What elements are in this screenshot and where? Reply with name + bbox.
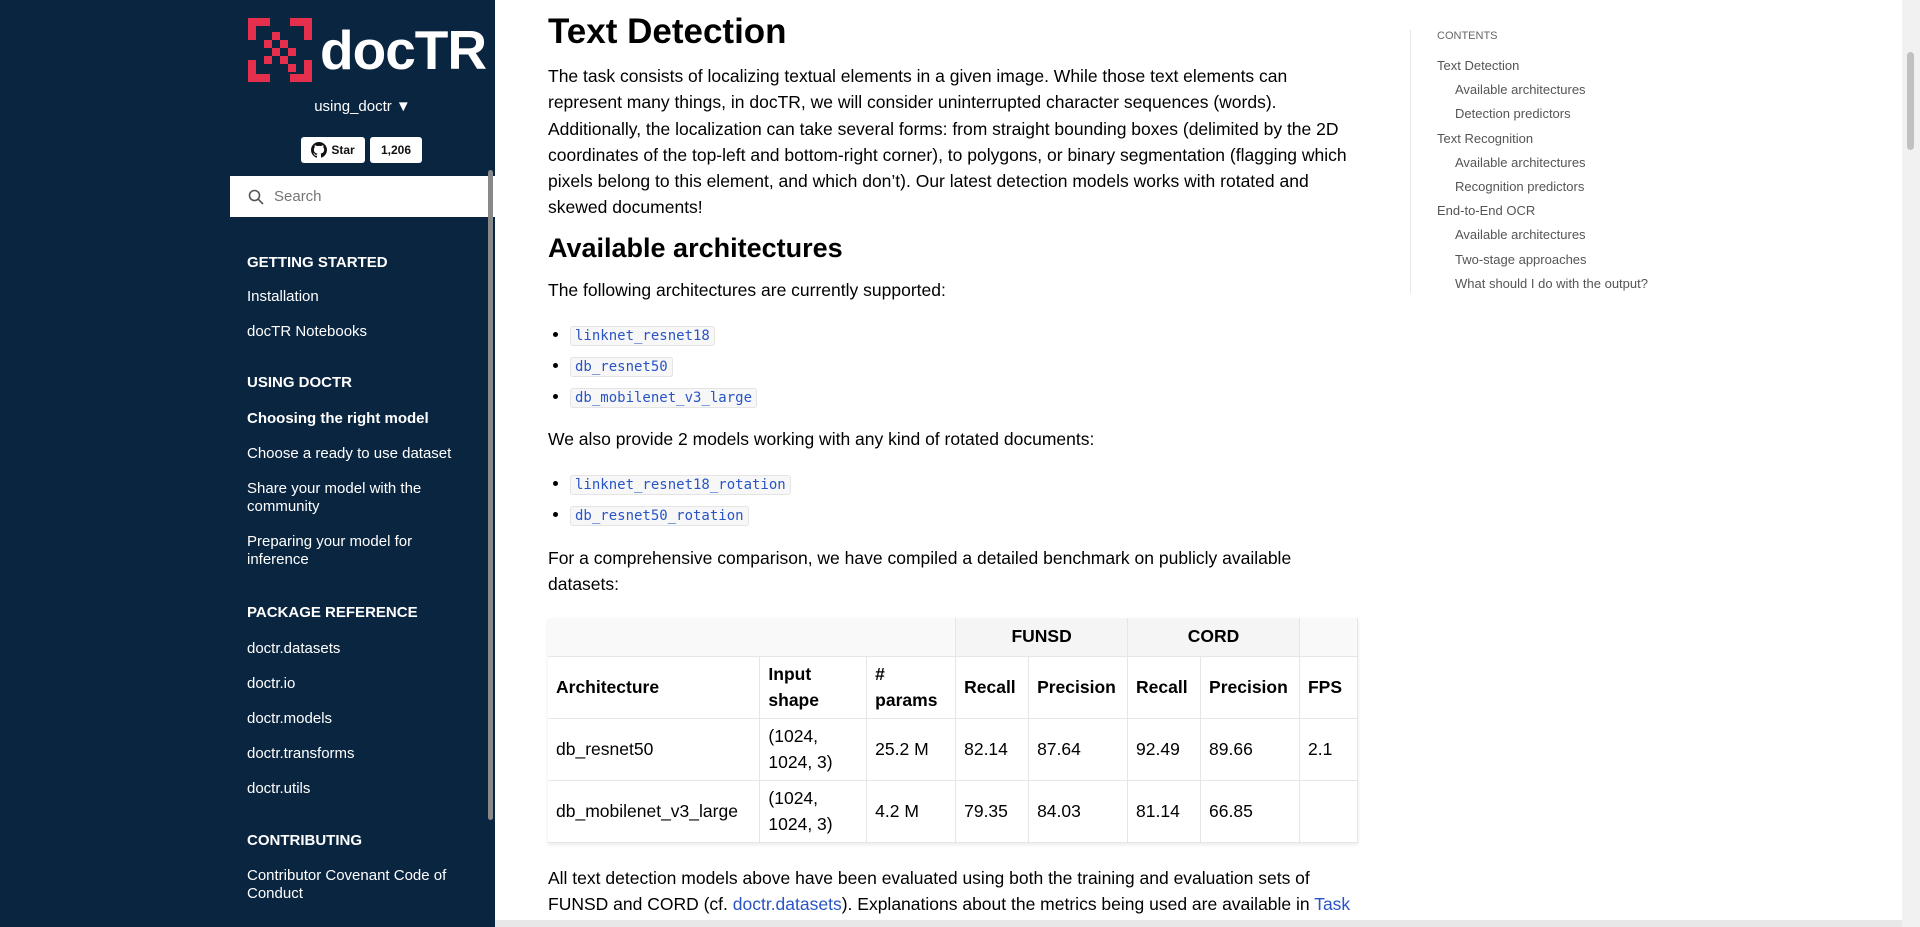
column-header: Precision bbox=[1029, 656, 1128, 718]
sidebar bbox=[230, 0, 495, 927]
toc-item-available-architectures[interactable]: Available architectures bbox=[1455, 227, 1586, 242]
table-group-empty bbox=[1299, 618, 1357, 656]
table-cell: 82.14 bbox=[956, 718, 1029, 780]
doctr-logo-icon bbox=[248, 18, 312, 82]
nav-item-doctr-datasets[interactable]: doctr.datasets bbox=[247, 640, 341, 657]
table-cell: (1024, 1024, 3) bbox=[760, 780, 867, 842]
left-gutter bbox=[0, 0, 230, 927]
benchmark-text: For a comprehensive comparison, we have compiled a detailed benchmark on publicly available datasets: bbox=[548, 548, 1292, 595]
github-star-label: Star bbox=[331, 143, 355, 157]
nav-section-using-doctr: USING DOCTR bbox=[247, 374, 352, 391]
table-cell: 87.64 bbox=[1029, 718, 1128, 780]
intro-paragraph: The task consists of localizing textual elements in a given image. While those text elements can represent many things, in docTR, we will consider uninterrupted character sequences (words). Additionally, the localization can take several forms: from straight bounding boxes (delimited by the 2D coordinates of the top-left and bottom-right corner), to polygons, or binary segmentation (flagging which pixels belong to this element, and which don’t). Our latest detection models works with rotated and skewed documents! bbox=[548, 66, 1347, 218]
logo-text: docTR bbox=[320, 19, 487, 81]
table-cell: 89.66 bbox=[1201, 718, 1300, 780]
eval-text: ). Explanations about the metrics being used are available in bbox=[841, 894, 1315, 915]
toc-item-end-to-end-ocr[interactable]: End-to-End OCR bbox=[1437, 203, 1536, 218]
column-header: FPS bbox=[1299, 656, 1357, 718]
toc-item-available-architectures[interactable]: Available architectures bbox=[1455, 155, 1586, 170]
version-selector[interactable]: using_doctr ▼ bbox=[314, 98, 411, 115]
nav-item-choosing-right-model[interactable]: Choosing the right model bbox=[247, 410, 429, 427]
toc-item-what-to-do-with-output[interactable]: What should I do with the output? bbox=[1455, 276, 1648, 291]
page-title: Text Detection bbox=[548, 12, 787, 51]
nav-section-getting-started: GETTING STARTED bbox=[247, 254, 388, 271]
list-item bbox=[570, 381, 757, 412]
table-row bbox=[548, 780, 1358, 842]
nav-item-choose-dataset[interactable]: Choose a ready to use dataset bbox=[247, 445, 452, 462]
table-cell: 66.85 bbox=[1201, 780, 1300, 842]
architecture-list bbox=[570, 319, 757, 412]
task-link[interactable]: Task bbox=[1314, 894, 1351, 915]
github-icon bbox=[311, 142, 327, 158]
logo[interactable] bbox=[248, 18, 486, 82]
toc-item-recognition-predictors[interactable]: Recognition predictors bbox=[1455, 179, 1585, 194]
github-star-count[interactable]: 1,206 bbox=[370, 137, 422, 163]
nav-item-code-of-conduct[interactable]: Contributor Covenant Code of Conduct bbox=[247, 867, 447, 902]
table-cell: 81.14 bbox=[1128, 780, 1201, 842]
evaluation-paragraph bbox=[548, 865, 1358, 918]
supported-text: The following architectures are currently supported: bbox=[548, 280, 946, 300]
page-scrollbar-thumb[interactable] bbox=[1907, 52, 1914, 150]
table-cell: 2.1 bbox=[1299, 718, 1357, 780]
toc-item-text-recognition[interactable]: Text Recognition bbox=[1437, 131, 1534, 146]
column-header: Input shape bbox=[760, 656, 867, 718]
nav-item-doctr-notebooks[interactable]: docTR Notebooks bbox=[247, 323, 368, 340]
column-header: # params bbox=[867, 656, 956, 718]
list-item bbox=[570, 350, 757, 381]
github-star-button[interactable] bbox=[301, 137, 365, 163]
table-of-contents bbox=[1410, 30, 1670, 293]
nav-item-share-model[interactable]: Share your model with the community bbox=[247, 480, 422, 515]
table-cell: db_mobilenet_v3_large bbox=[548, 780, 760, 842]
nav-section-contributing: CONTRIBUTING bbox=[247, 832, 362, 849]
search-icon bbox=[248, 189, 264, 205]
table-cell: (1024, 1024, 3) bbox=[760, 718, 867, 780]
column-header: Precision bbox=[1201, 656, 1300, 718]
eval-text: All text detection models above have been evaluated using both the training and evaluation sets of FUNSD and CORD (cf. bbox=[548, 868, 1310, 915]
column-header: Architecture bbox=[548, 656, 760, 718]
rotated-architecture-list bbox=[570, 468, 791, 530]
nav-item-doctr-io[interactable]: doctr.io bbox=[247, 675, 296, 692]
table-group-cord: CORD bbox=[1128, 618, 1300, 656]
table-group-header-row bbox=[548, 618, 1358, 656]
horizontal-scrollbar[interactable] bbox=[495, 920, 1902, 927]
table-cell: 84.03 bbox=[1029, 780, 1128, 842]
doctr-datasets-link[interactable]: doctr.datasets bbox=[732, 894, 842, 915]
search-box bbox=[230, 176, 495, 217]
table-cell: db_resnet50 bbox=[548, 718, 760, 780]
nav-item-doctr-utils[interactable]: doctr.utils bbox=[247, 780, 311, 797]
column-header: Recall bbox=[956, 656, 1029, 718]
search-input[interactable] bbox=[274, 188, 474, 205]
benchmark-table bbox=[548, 618, 1358, 843]
toc-item-text-detection[interactable]: Text Detection bbox=[1437, 58, 1520, 73]
architecture-link[interactable]: db_resnet50 bbox=[570, 357, 673, 377]
toc-item-detection-predictors[interactable]: Detection predictors bbox=[1455, 106, 1571, 121]
list-item bbox=[570, 319, 757, 350]
list-item bbox=[570, 468, 791, 499]
table-cell: 4.2 M bbox=[867, 780, 956, 842]
table-cell: 92.49 bbox=[1128, 718, 1201, 780]
nav-section-package-reference: PACKAGE REFERENCE bbox=[247, 604, 418, 621]
nav-item-doctr-transforms[interactable]: doctr.transforms bbox=[247, 745, 355, 762]
nav-item-doctr-models[interactable]: doctr.models bbox=[247, 710, 333, 727]
table-group-empty bbox=[548, 618, 956, 656]
column-header: Recall bbox=[1128, 656, 1201, 718]
architecture-link[interactable]: linknet_resnet18 bbox=[570, 326, 715, 346]
toc-item-available-architectures[interactable]: Available architectures bbox=[1455, 82, 1586, 97]
table-row bbox=[548, 718, 1358, 780]
table-cell: 25.2 M bbox=[867, 718, 956, 780]
architecture-link[interactable]: linknet_resnet18_rotation bbox=[570, 475, 791, 495]
table-header-row bbox=[548, 656, 1358, 718]
section-heading-available-architectures: Available architectures bbox=[548, 233, 843, 263]
table-cell: 79.35 bbox=[956, 780, 1029, 842]
sidebar-scrollbar[interactable] bbox=[488, 170, 493, 820]
table-group-funsd: FUNSD bbox=[956, 618, 1128, 656]
list-item bbox=[570, 499, 791, 530]
architecture-link[interactable]: db_resnet50_rotation bbox=[570, 506, 749, 526]
table-cell bbox=[1299, 780, 1357, 842]
toc-title: CONTENTS bbox=[1437, 30, 1498, 42]
github-star-widget bbox=[301, 137, 422, 163]
rotated-text: We also provide 2 models working with any kind of rotated documents: bbox=[548, 429, 1095, 449]
toc-item-two-stage-approaches[interactable]: Two-stage approaches bbox=[1455, 252, 1587, 267]
nav-item-installation[interactable]: Installation bbox=[247, 288, 319, 305]
architecture-link[interactable]: db_mobilenet_v3_large bbox=[570, 388, 757, 408]
nav-item-preparing-model[interactable]: Preparing your model for inference bbox=[247, 533, 413, 568]
